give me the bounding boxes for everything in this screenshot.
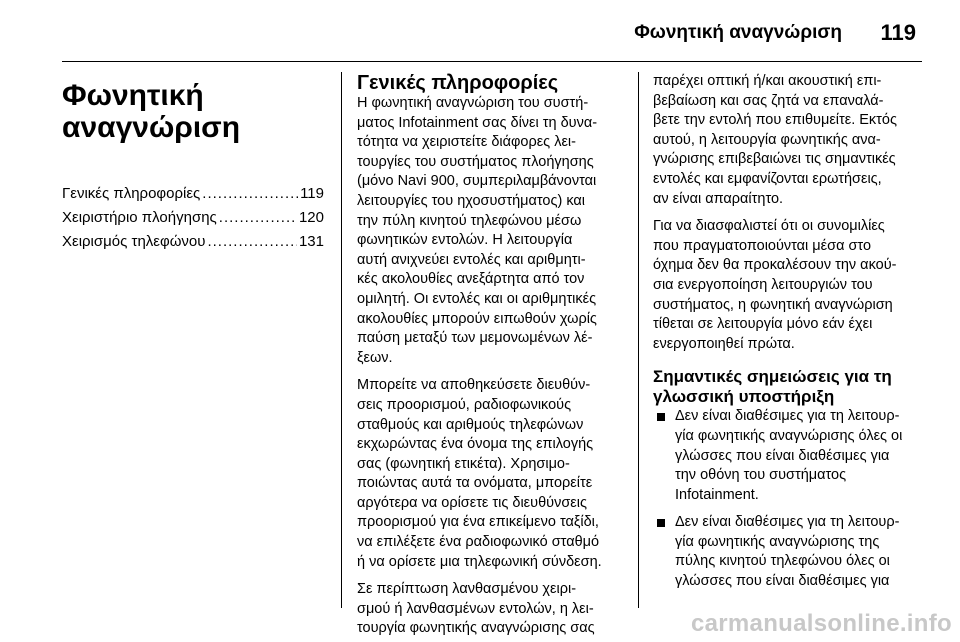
column-divider: [638, 72, 639, 608]
text-line: τίθεται σε λειτουργία μόνο εάν έχει: [653, 316, 873, 333]
text-line: σεις προορισμού, ραδιοφωνικούς: [357, 396, 572, 413]
toc-entry-page: 119: [300, 185, 324, 202]
subsection-heading: [653, 367, 925, 407]
text-line: όχημα δεν θα προκαλέσουν την ακού-: [653, 257, 897, 274]
watermark: carmanualsonline.info: [690, 610, 952, 637]
continuation-column: [653, 72, 925, 642]
text-line: σια ενεργοποίηση λειτουργιών του: [653, 276, 873, 293]
toc-entry-page: 120: [298, 209, 324, 226]
text-line: βετε την εντολή που επιθυμείτε. Εκτός: [653, 112, 897, 129]
text-line: σταθμούς και αριθμούς τηλεφώνων: [357, 416, 584, 433]
toc-entry[interactable]: [62, 230, 324, 254]
page-number: 119: [880, 20, 916, 45]
bullet-text: [675, 408, 902, 502]
text-line: Η φωνητική αναγνώριση του συστή-: [357, 95, 589, 111]
text-line: παύση μεταξύ των μεμονωμένων λέ-: [357, 330, 593, 347]
text-line: ποιώντας αυτά τα ονόματα, μπορείτε: [357, 475, 593, 492]
toc-entry-label: Χειρισμός τηλεφώνου: [62, 233, 206, 250]
toc-leader-dots: [207, 230, 297, 254]
text-line: λειτουργίες του ηχοσυστήματος) και: [357, 192, 586, 209]
running-header-title: Φωνητική αναγνώριση: [634, 22, 842, 43]
text-line: να επιλέξετε ένα ραδιοφωνικό σταθμό: [357, 534, 600, 551]
toc-entry-label: Γενικές πληροφορίες: [62, 185, 201, 202]
square-bullet-icon: [657, 413, 665, 421]
text-line: ξεων.: [357, 349, 393, 366]
text-line: Infotainment.: [675, 486, 759, 503]
text-line: Δεν είναι διαθέσιμες για τη λειτουρ-: [675, 408, 900, 425]
text-line: γία φωνητικής αναγνώρισης της: [675, 533, 880, 550]
text-line: προορισμού για ένα επικείμενο ταξίδι,: [357, 514, 599, 531]
text-line: σμού ή λανθασμένων εντολών, η λει-: [357, 600, 594, 617]
text-line: αυτή ανιχνεύει εντολές και αριθμητι-: [357, 251, 586, 268]
text-line: βεβαίωση και σας ζητά να επαναλά-: [653, 92, 884, 109]
text-line: ή να ορίσετε μια τηλεφωνική σύνδεση.: [357, 553, 602, 570]
text-line: ομιλητή. Οι εντολές και οι αριθμητικές: [357, 290, 597, 307]
chapter-title-line: Φωνητική: [62, 79, 204, 112]
text-line: που πραγματοποιούνται μέσα στο: [653, 237, 872, 254]
subsection-heading-line: γλωσσική υποστήριξη: [653, 387, 835, 407]
text-line: γία φωνητικής αναγνώρισης όλες οι: [675, 427, 903, 444]
text-line: γνώρισης επιβεβαιώνει τις σημαντικές: [653, 151, 896, 168]
text-line: συστήματος, η φωνητική αναγνώριση: [653, 296, 893, 313]
text-line: πύλης κινητού τηλεφώνου όλες οι: [675, 553, 890, 570]
column-divider: [341, 72, 342, 608]
chapter-title-line: αναγνώριση: [62, 111, 241, 144]
text-line: γλώσσες που είναι διαθέσιμες για: [675, 573, 890, 590]
text-line: εκχωρώντας ένα όνομα της επιλογής: [357, 436, 594, 453]
chapter-column: [62, 72, 324, 642]
text-line: Δεν είναι διαθέσιμες για τη λειτουρ-: [675, 514, 900, 531]
bullet-list: [653, 407, 925, 591]
text-line: την οθόνη του συστήματος: [675, 467, 847, 484]
text-line: την πύλη κινητού τηλεφώνου μέσω: [357, 212, 582, 229]
bullet-item: [653, 407, 925, 505]
section-heading: Γενικές πληροφορίες: [357, 72, 559, 94]
text-line: ακολουθίες μπορούν ειπωθούν χωρίς: [357, 310, 597, 327]
toc-entry-page: 131: [298, 233, 324, 250]
bullet-item: [653, 513, 925, 591]
text-line: Για να διασφαλιστεί ότι οι συνομιλίες: [653, 218, 885, 235]
text-line: κές ακολουθίες ανεξάρτητα από τον: [357, 271, 585, 288]
paragraph: [357, 376, 627, 572]
text-line: τότητα να χειριστείτε διάφορες λει-: [357, 134, 576, 151]
paragraph: [653, 217, 925, 354]
text-line: Σε περίπτωση λανθασμένου χειρι-: [357, 581, 577, 598]
toc-entry-label: Χειριστήριο πλοήγησης: [62, 209, 217, 226]
toc-leader-dots: [219, 206, 297, 230]
subsection-heading-line: Σημαντικές σημειώσεις για τη: [653, 367, 892, 387]
text-line: παρέχει οπτική ή/και ακουστική επι-: [653, 73, 882, 89]
general-info-column: [357, 72, 627, 642]
paragraph: [653, 72, 925, 209]
text-line: (μόνο Navi 900, συμπεριλαμβάνονται: [357, 173, 597, 190]
chapter-title: [62, 80, 324, 144]
text-line: γλώσσες που είναι διαθέσιμες για: [675, 447, 890, 464]
table-of-contents: [62, 182, 324, 254]
text-line: αργότερα να ορίσετε τις διευθύνσεις: [357, 494, 587, 511]
paragraph: [357, 580, 627, 639]
paragraph: [357, 94, 627, 368]
header-rule: [62, 61, 922, 62]
text-line: σας (φωνητική ετικέτα). Χρησιμο-: [357, 455, 570, 472]
page-header: [0, 0, 960, 62]
toc-leader-dots: [202, 182, 298, 206]
text-line: φωνητικών εντολών. Η λειτουργία: [357, 232, 573, 249]
text-line: τουργίες του συστήματος πλοήγησης: [357, 153, 594, 170]
toc-entry[interactable]: [62, 206, 324, 230]
square-bullet-icon: [657, 519, 665, 527]
text-line: Μπορείτε να αποθηκεύσετε διευθύν-: [357, 377, 591, 394]
toc-entry[interactable]: [62, 182, 324, 206]
bullet-text: [675, 514, 899, 589]
text-line: ματος Infotainment σας δίνει τη δυνα-: [357, 114, 598, 131]
text-line: τουργία φωνητικής αναγνώρισης σας: [357, 620, 595, 637]
text-line: ενεργοποιηθεί πρώτα.: [653, 335, 795, 352]
text-line: αν είναι απαραίτητο.: [653, 190, 784, 207]
text-line: εντολές και εμφανίζονται ερωτήσεις,: [653, 170, 882, 187]
text-line: αυτού, η λειτουργία φωνητικής ανα-: [653, 131, 881, 148]
